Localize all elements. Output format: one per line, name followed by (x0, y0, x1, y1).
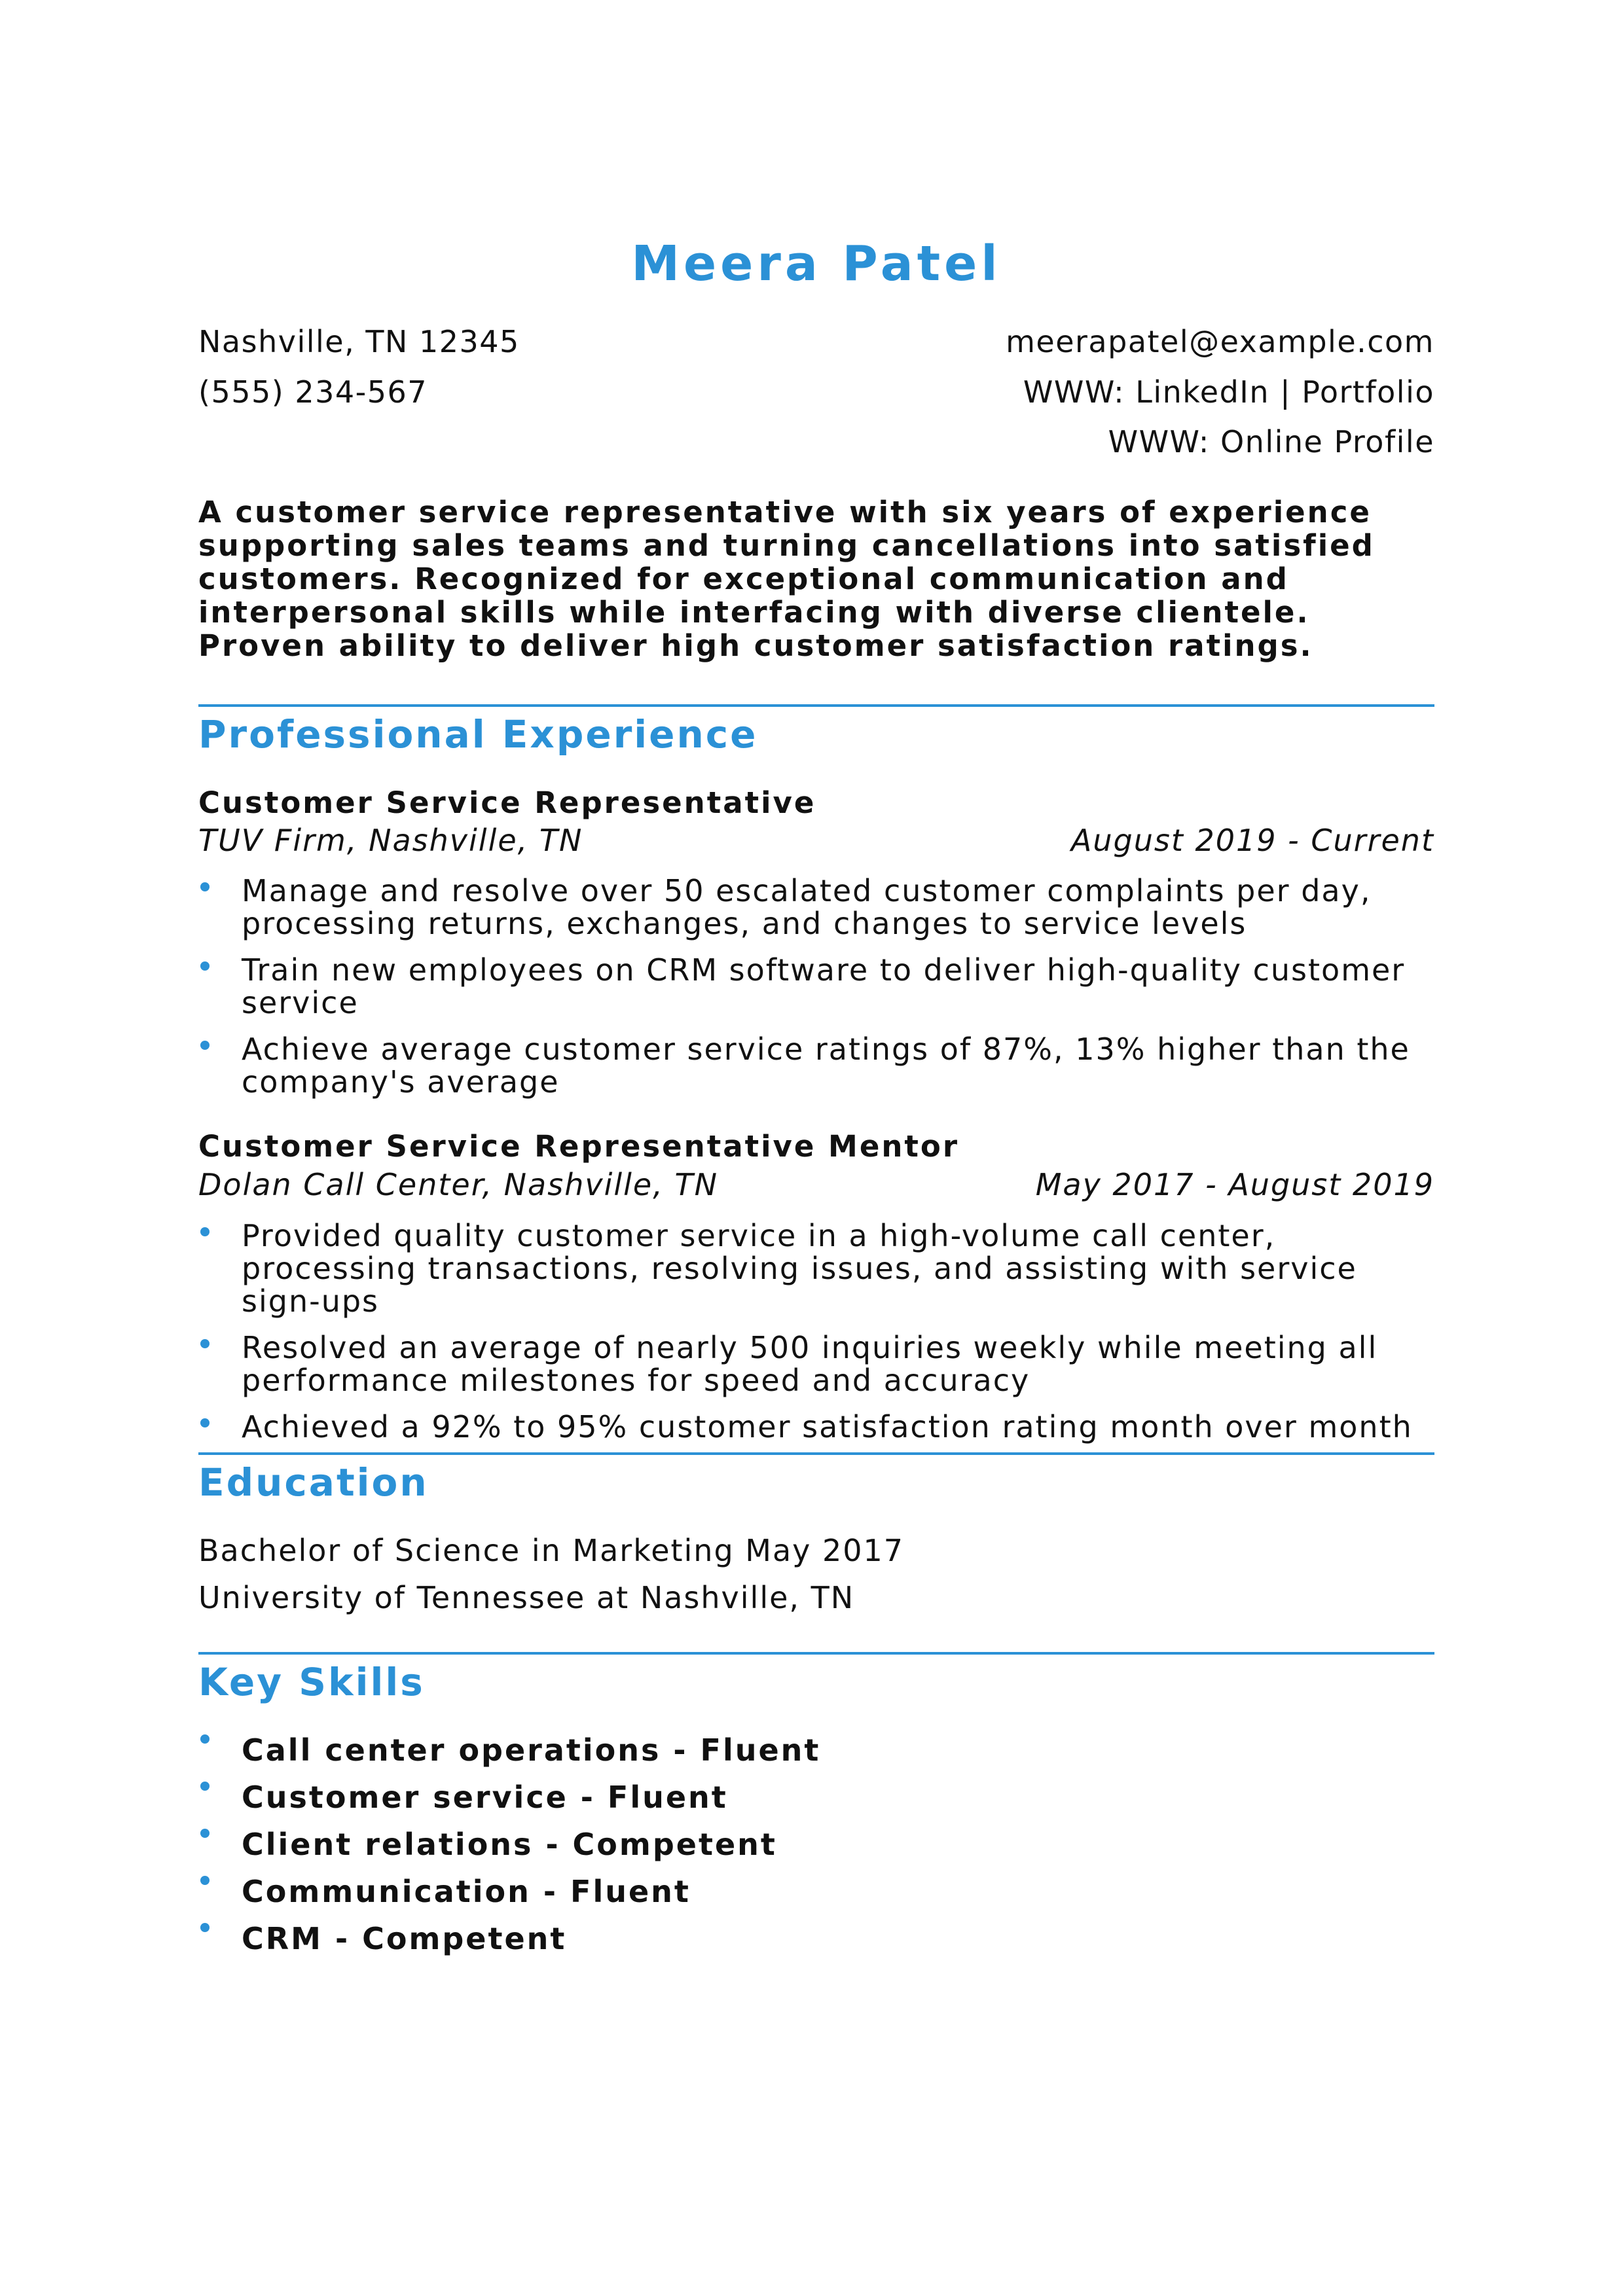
list-item: Provided quality customer service in a high-volume call center, processing transactions, resolving issues, and assisting with service sign-ups (198, 1219, 1434, 1318)
skill-item: Customer service - Fluent (198, 1778, 1434, 1825)
section-divider (198, 1452, 1434, 1455)
job-company: TUV Firm, Nashville, TN (198, 823, 583, 858)
online-profile-link[interactable]: WWW: Online Profile (1108, 424, 1434, 459)
skill-item: Client relations - Competent (198, 1825, 1434, 1872)
list-item: Manage and resolve over 50 escalated customer complaints per day, processing returns, exchanges, and changes to service levels (198, 874, 1434, 940)
bullet-icon (200, 961, 210, 971)
job-dates: August 2019 - Current (1070, 823, 1434, 858)
job-company: Dolan Call Center, Nashville, TN (198, 1167, 718, 1202)
list-item: Train new employees on CRM software to deliver high-quality customer service (198, 954, 1434, 1019)
candidate-name: Meera Patel (631, 236, 1002, 292)
list-item: Resolved an average of nearly 500 inquiries weekly while meeting all performance milestones for speed and accuracy (198, 1331, 1434, 1397)
job-title: Customer Service Representative Mentor (198, 1129, 960, 1164)
section-divider (198, 1652, 1434, 1655)
education-school: University of Tennessee at Nashville, TN (198, 1580, 855, 1615)
contact-row-1 (198, 322, 1434, 361)
list-item: Achieved a 92% to 95% customer satisfaction rating month over month (198, 1410, 1434, 1443)
job-bullets (198, 1219, 1434, 1457)
profile-links[interactable]: WWW: LinkedIn | Portfolio (1023, 374, 1434, 410)
bullet-icon (200, 1418, 210, 1427)
bullet-icon (200, 1923, 210, 1932)
section-divider (198, 704, 1434, 707)
bullet-icon (200, 1876, 210, 1885)
bullet-icon (200, 1734, 210, 1744)
list-item: Achieve average customer service ratings of 87%, 13% higher than the company's average (198, 1033, 1434, 1098)
bullet-icon (200, 1339, 210, 1348)
skill-item: Call center operations - Fluent (198, 1731, 1434, 1778)
location: Nashville, TN 12345 (198, 324, 520, 359)
job-title: Customer Service Representative (198, 785, 816, 820)
job-bullets (198, 874, 1434, 1112)
education-heading: Education (198, 1460, 429, 1505)
contact-row-2 (198, 372, 1434, 412)
skills-heading: Key Skills (198, 1660, 425, 1704)
bullet-icon (200, 1041, 210, 1050)
skills-list (198, 1731, 1434, 1966)
education-degree: Bachelor of Science in Marketing May 2017 (198, 1533, 905, 1568)
email[interactable]: meerapatel@example.com (1006, 324, 1434, 359)
experience-heading: Professional Experience (198, 712, 758, 757)
bullet-icon (200, 1227, 210, 1236)
bullet-icon (200, 1782, 210, 1791)
phone: (555) 234-567 (198, 374, 428, 410)
contact-row-3 (198, 422, 1434, 461)
bullet-icon (200, 882, 210, 891)
skill-item: CRM - Competent (198, 1919, 1434, 1966)
bullet-icon (200, 1829, 210, 1838)
professional-summary: A customer service representative with six years of experience supporting sales teams and turning cancellations into satisfied customers. Recognized for exceptional communication and interpersonal skills while interfacing with diverse clientele. Proven ability to deliver high customer satisfaction ratings. (198, 495, 1375, 663)
job-dates: May 2017 - August 2019 (1035, 1167, 1434, 1202)
skill-item: Communication - Fluent (198, 1872, 1434, 1919)
